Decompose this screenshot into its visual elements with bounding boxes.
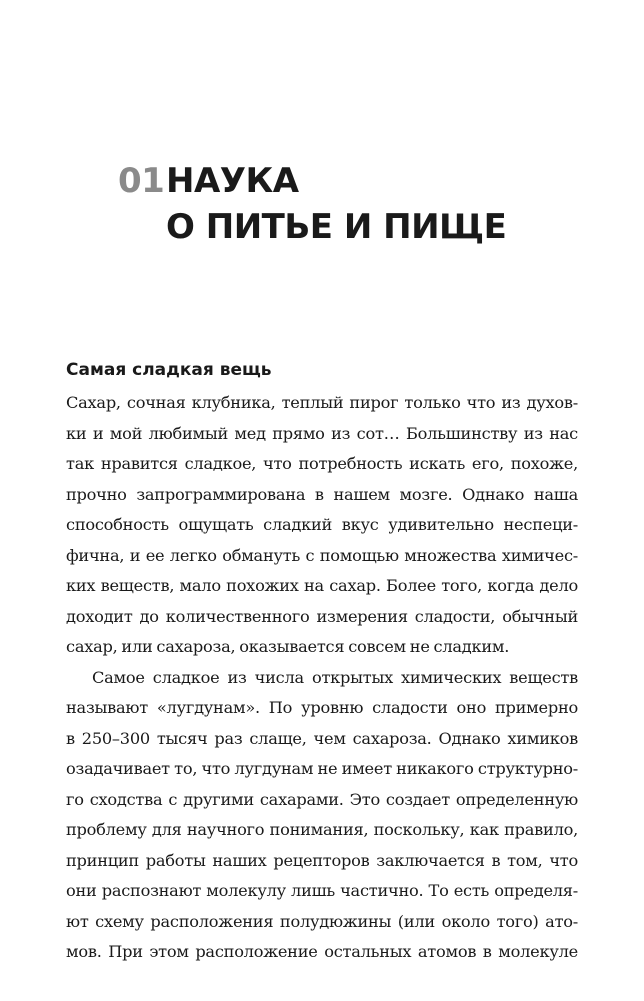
text-line: доходит до количественного измерения сладости, обычный [66, 606, 578, 626]
text-line: Самое сладкое из числа открытых химических веществ [92, 667, 578, 687]
text-line: Сахар, сочная клубника, теплый пирог только что из духов- [66, 393, 578, 412]
section-title: Самая сладкая вещь [66, 360, 272, 380]
chapter-title-line-1: НАУКА [166, 161, 299, 201]
text-line: проблему для научного понимания, поскольку, как правило, [66, 820, 578, 839]
text-line: фична, и ее легко обмануть с помощью множества химичес- [66, 545, 578, 565]
text-line: ких веществ, мало похожих на сахар. Более того, когда дело [66, 576, 578, 595]
text-line: так нравится сладкое, что потребность искать его, похоже, [66, 454, 578, 473]
chapter-number: 01 [118, 161, 165, 201]
chapter-heading [118, 158, 506, 250]
text-line: сахар, или сахароза, оказывается совсем не сладким. [66, 637, 510, 656]
text-line: в 250–300 тысяч раз слаще, чем сахароза. Однако химиков [66, 728, 578, 748]
text-line: го сходства с другими сахарами. Это создает определенную [66, 789, 578, 809]
paragraph-2 [66, 663, 578, 968]
text-line: способность ощущать сладкий вкус удивительно неспеци- [66, 515, 578, 534]
text-line: ют схему расположения полудюжины (или около того) ато- [66, 911, 578, 931]
text-line: называют «лугдунам». По уровню сладости оно примерно [66, 698, 578, 717]
chapter-title-line-2: О ПИТЬЕ И ПИЩЕ [166, 207, 507, 247]
text-line: ки и мой любимый мед прямо из сот… Большинству из нас [66, 423, 578, 443]
text-line: мов. При этом расположение остальных атомов в молекуле [66, 942, 578, 961]
text-line: озадачивает то, что лугдунам не имеет никакого структурно- [66, 759, 578, 778]
paragraph-1 [66, 388, 578, 663]
text-line: принцип работы наших рецепторов заключается в том, что [66, 850, 578, 870]
chapter-heading-line-1 [118, 158, 506, 204]
text-line: прочно запрограммирована в нашем мозге. Однако наша [66, 484, 578, 504]
body-text [66, 388, 578, 968]
text-line: они распознают молекулу лишь частично. То есть определя- [66, 881, 578, 900]
